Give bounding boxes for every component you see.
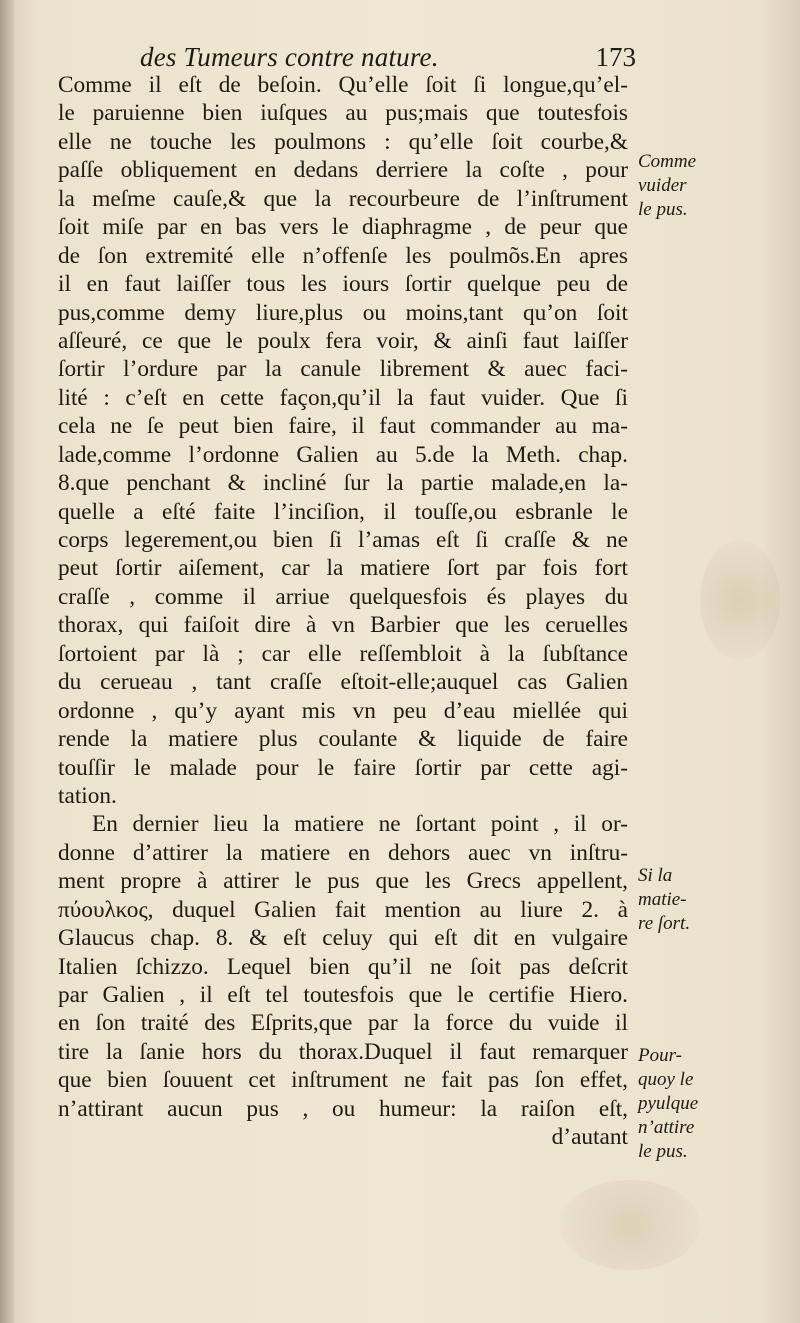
margin-note-line: vuider <box>638 175 687 196</box>
text-line: πύουλκος, duquel Galien fait mention au liure 2. à <box>58 896 628 923</box>
text-line: la meſme cauſe,& que la recourbeure de l’inſtrument <box>58 185 628 212</box>
margin-note <box>638 150 748 222</box>
margin-note-line: Si la <box>638 865 673 886</box>
margin-note-line: le pus. <box>638 1141 688 1162</box>
text-line: cela ne ſe peut bien faire, il faut commander au ma- <box>58 413 628 440</box>
text-line: touſſir le malade pour le faire ſortir par cette agi- <box>58 754 628 781</box>
text-line: tation. <box>58 782 117 809</box>
main-text-block <box>58 71 628 1152</box>
text-line: de ſon extremité elle n’offenſe les poulmõs.En apres <box>58 242 628 269</box>
text-line: pus,comme demy liure,plus ou moins,tant qu’on ſoit <box>58 299 628 326</box>
text-line: le paruienne bien iuſques au pus;mais que toutesfois <box>58 100 628 127</box>
text-line: Comme il eſt de beſoin. Qu’elle ſoit ſi longue,qu’el- <box>58 72 628 98</box>
margin-note-line: le pus. <box>638 199 688 220</box>
text-line: par Galien , il eſt tel toutesfois que le certifie Hiero. <box>58 982 628 1008</box>
margin-note-line: quoy le <box>638 1069 694 1090</box>
text-line: aſſeuré, ce que le poulx fera voir, & ainſi faut laiſſer <box>58 327 628 354</box>
text-line: tire la ſanie hors du thorax.Duquel il faut remarquer <box>58 1038 628 1065</box>
text-line: ment propre à attirer le pus que les Grecs appellent, <box>58 868 628 895</box>
margin-note-line: Pour- <box>638 1045 682 1066</box>
text-line: peut ſortir aiſement, car la matiere ſort par fois fort <box>58 555 628 582</box>
text-line: quelle a eſté faite l’inciſion, il touſſe,ou esbranle le <box>58 498 628 525</box>
text-line: lade,comme l’ordonne Galien au 5.de la Meth. chap. <box>58 441 628 468</box>
text-line: en ſon traité des Eſprits,que par la force du vuide il <box>58 1010 628 1037</box>
text-line: ſortir l’ordure par la canule librement & auec faci- <box>58 356 628 383</box>
text-line: que bien ſouuent cet inſtrument ne fait pas ſon effet, <box>58 1067 628 1094</box>
text-line: donne d’attirer la matiere en dehors auec vn inſtru- <box>58 839 628 866</box>
paper-stain <box>560 1180 700 1270</box>
text-line: En dernier lieu la matiere ne ſortant point , il or- <box>92 811 628 838</box>
text-line: du cerueau , tant craſſe eſtoit-elle;auquel cas Galien <box>58 669 628 696</box>
margin-note <box>638 864 748 936</box>
catchword: d’autant <box>551 1124 628 1151</box>
text-line: thorax, qui faiſoit dire à vn Barbier que les ceruelles <box>58 612 628 639</box>
text-line: elle ne touche les poulmons : qu’elle ſoit courbe,& <box>58 128 628 155</box>
text-line: ordonne , qu’y ayant mis vn peu d’eau miellée qui <box>58 697 628 724</box>
margin-note-line: matie- <box>638 889 687 910</box>
text-line: craſſe , comme il arriue quelquesfois és playes du <box>58 583 628 610</box>
text-line: n’attirant aucun pus , ou humeur: la raiſon eſt, <box>58 1095 628 1122</box>
page-number: 173 <box>595 42 636 72</box>
text-line: paſſe obliquement en dedans derriere la coſte , pour <box>58 157 628 184</box>
text-line: ſoit miſe par en bas vers le diaphragme , de peur que <box>58 214 628 241</box>
text-line: Italien ſchizzo. Lequel bien qu’il ne ſoit pas deſcrit <box>58 953 628 980</box>
margin-note <box>638 1044 748 1164</box>
text-line: rende la matiere plus coulante & liquide de faire <box>58 726 628 753</box>
running-title: des Tumeurs contre nature. <box>140 42 439 72</box>
text-line: ſortoient par là ; car elle reſſembloit à la ſubſtance <box>58 640 628 667</box>
text-line: 8.que penchant & incliné ſur la partie malade,en la- <box>58 470 628 497</box>
text-line: lité : c’eſt en cette façon,qu’il la faut vuider. Que ſi <box>58 384 628 411</box>
paper-stain <box>700 540 780 660</box>
margin-note-line: pyulque <box>638 1093 699 1114</box>
binding-shadow <box>0 0 14 1323</box>
text-line: corps legerement,ou bien ſi l’amas eſt ſi craſſe & ne <box>58 527 628 553</box>
margin-note-line: Comme <box>638 151 697 172</box>
text-line: Glaucus chap. 8. & eſt celuy qui eſt dit en vulgaire <box>58 925 628 952</box>
text-line: il en faut laiſſer tous les iours ſortir quelque peu de <box>58 271 628 298</box>
margin-note-line: n’attire <box>638 1117 695 1138</box>
margin-note-line: re ſort. <box>638 913 691 934</box>
